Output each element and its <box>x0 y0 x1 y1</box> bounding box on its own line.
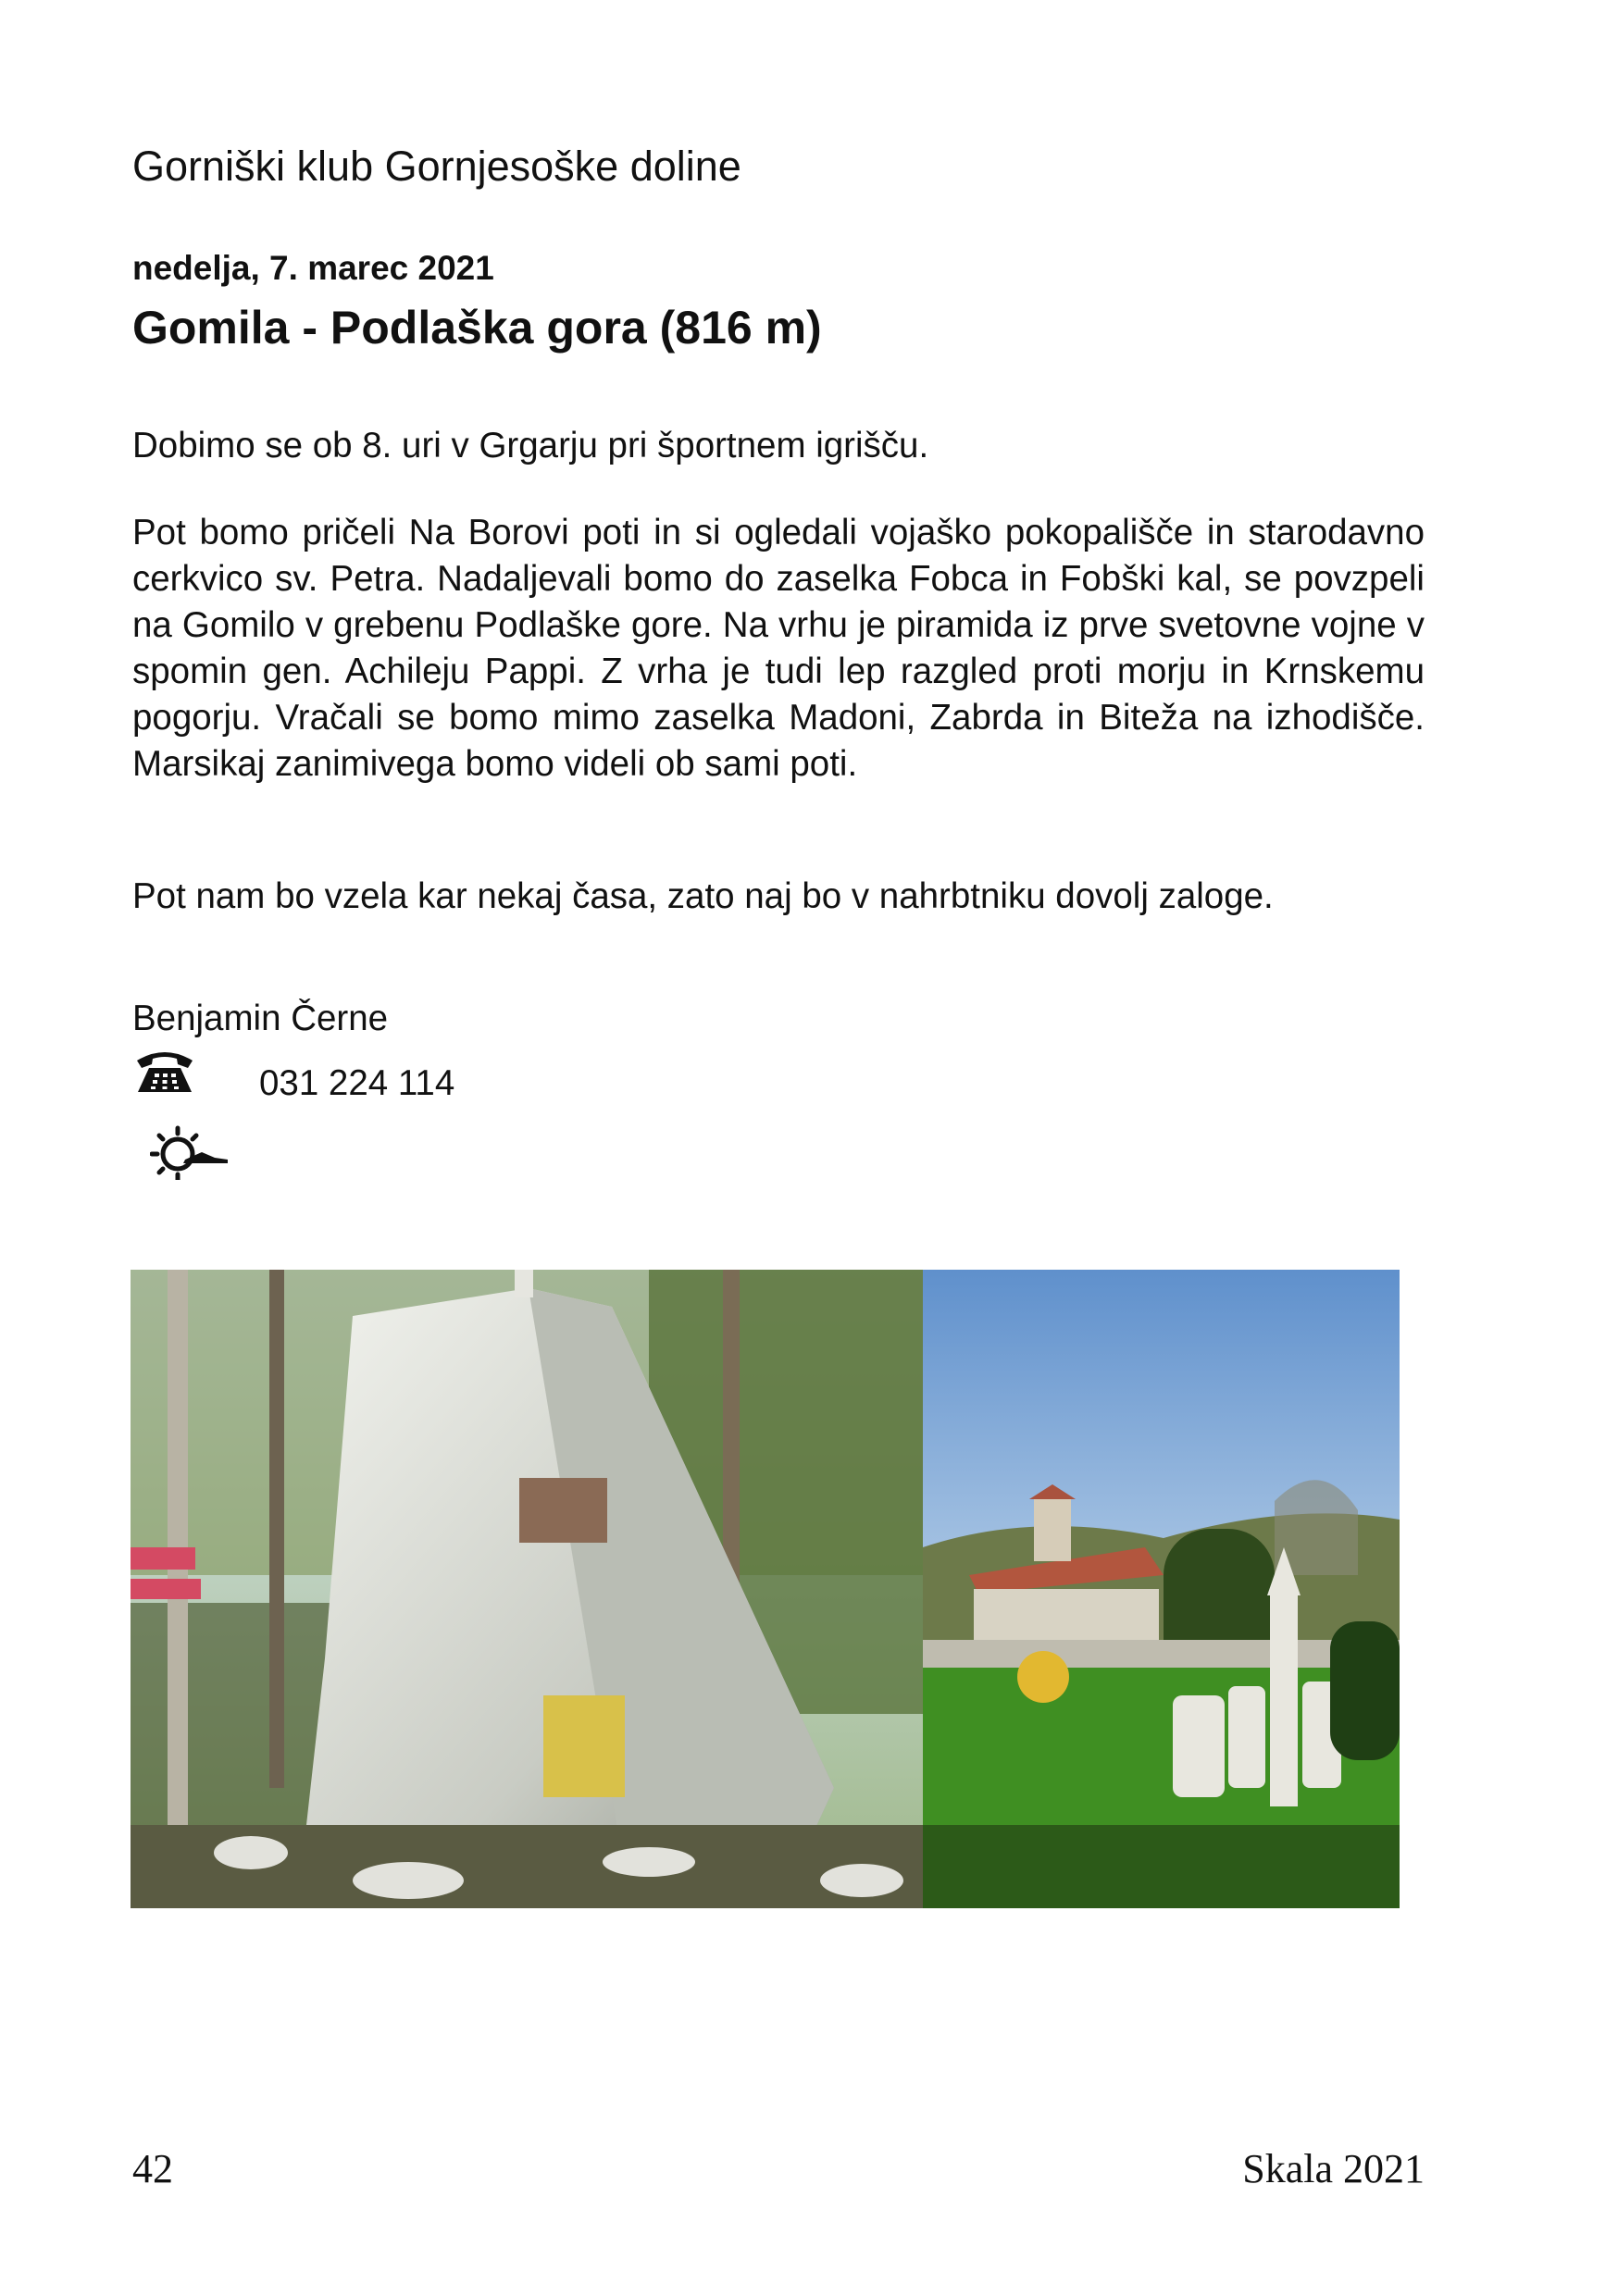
page-number: 42 <box>132 2146 173 2191</box>
route-paragraph: Pot bomo pričeli Na Borovi poti in si ogledali vojaško pokopališče in starodavno cerkvico sv. Petra. Nadaljevali bomo do zaselka Fobca in Fobški kal, se povzpeli na Gomilo v grebenu Podlaške gore. Na vrhu je piramida iz prve svetovne vojne v spomin gen. Achileju Pappi. Z vrha je tudi lep razgled proti morju in Krnskemu pogorju. Vračali se bomo mimo zaselka Madoni, Zabrda in Biteža na izhodišče. Marsikaj zanimivega bomo videli ob sami poti. <box>132 513 1425 784</box>
trip-leader: Benjamin Černe <box>132 999 389 1038</box>
phone-number: 031 224 114 <box>259 1063 455 1103</box>
pyramid-monument-photo <box>131 1270 923 1908</box>
publication-name: Skala 2021 <box>1242 2146 1425 2191</box>
note-paragraph: Pot nam bo vzela kar nekaj časa, zato naj bo v nahrbtniku dovolj zaloge. <box>132 876 1274 916</box>
sun-over-horizon-icon <box>150 1124 228 1180</box>
meeting-paragraph: Dobimo se ob 8. uri v Grgarju pri športnem igrišču. <box>132 426 929 465</box>
club-name: Gorniški klub Gornjesoške doline <box>132 143 741 190</box>
church-and-cemetery-photo <box>923 1270 1400 1908</box>
telephone-icon <box>134 1046 195 1094</box>
event-title: Gomila - Podlaška gora (816 m) <box>132 302 822 354</box>
event-date: nedelja, 7. marec 2021 <box>132 249 494 287</box>
